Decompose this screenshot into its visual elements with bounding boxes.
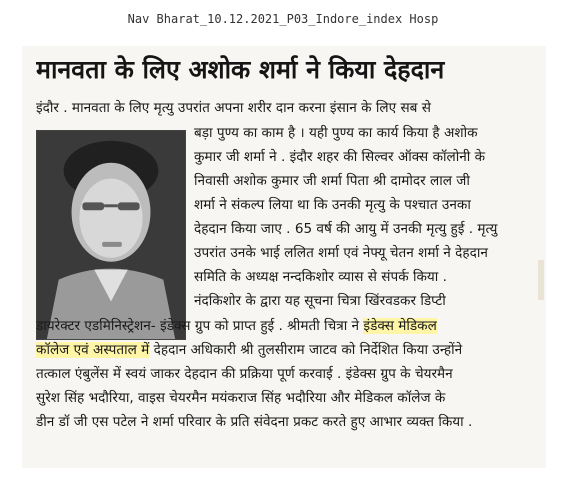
article-line: नंदकिशोर के द्वारा यह सूचना चित्रा खिंरवडकर डिप्टी — [194, 293, 446, 309]
article-line: सुरेश सिंह भदौरिया, वाइस चेयरमैन मयंकराज सिंह भदौरिया और मेडिकल कॉलेज के — [36, 390, 446, 406]
article-line: डीन डॉ जी एस पटेल ने शर्मा परिवार के प्रति संवेदना प्रकट करते हुए आभार व्यक्त किया . — [36, 414, 473, 430]
document-caption: Nav Bharat_10.12.2021_P03_Indore_index Hosp — [127, 12, 439, 26]
article-line: तत्काल एंबुलेंस में स्वयं जाकर देहदान की प्रक्रिया पूर्ण करवाई . इंडेक्स ग्रुप के चेयरमैन — [36, 366, 453, 382]
article-line: कुमार जी शर्मा ने . इंदौर शहर की सिल्वर ऑक्स कॉलोनी के — [194, 149, 486, 165]
article-line — [36, 316, 536, 336]
article-line — [36, 340, 536, 360]
highlighted-text: इंडेक्स मेडिकल — [363, 318, 437, 334]
article-line: समिति के अध्यक्ष नन्दकिशोर व्यास से संपर्क किया . — [194, 269, 447, 285]
article-line: बड़ा पुण्य का काम है । यही पुण्य का कार्य किया है अशोक — [194, 125, 478, 141]
article-text: डायरेक्टर एडमिनिस्ट्रेशन- इंडेक्स ग्रुप को प्राप्त हुई . श्रीमती चित्रा ने — [36, 318, 364, 334]
highlighted-text: कॉलेज एवं अस्पताल में — [36, 342, 150, 358]
article-line: उपरांत उनके भाई ललित शर्मा एवं नेफ्यू चेतन शर्मा ने देहदान — [194, 245, 488, 261]
article-text: देहदान अधिकारी श्री तुलसीराम जाटव को निर्देशित किया उन्होंने — [149, 342, 463, 358]
article-headline: मानवता के लिए अशोक शर्मा ने किया देहदान — [36, 55, 445, 84]
article-line: देहदान किया जाए . 65 वर्ष की आयु में उनकी मृत्यु हुई . मृत्यु — [194, 221, 498, 237]
article-line: इंदौर . मानवता के लिए मृत्यु उपरांत अपना शरीर दान करना इंसान के लिए सब से — [36, 100, 431, 116]
clipping-edge-mark — [538, 260, 544, 300]
portrait-photo — [36, 130, 186, 340]
article-line: निवासी अशोक कुमार जी शर्मा पिता श्री दामोदर लाल जी — [194, 173, 470, 189]
article-line: शर्मा ने संकल्प लिया था कि उनकी मृत्यु के पश्चात उनका — [194, 197, 471, 213]
portrait-image — [37, 131, 185, 339]
